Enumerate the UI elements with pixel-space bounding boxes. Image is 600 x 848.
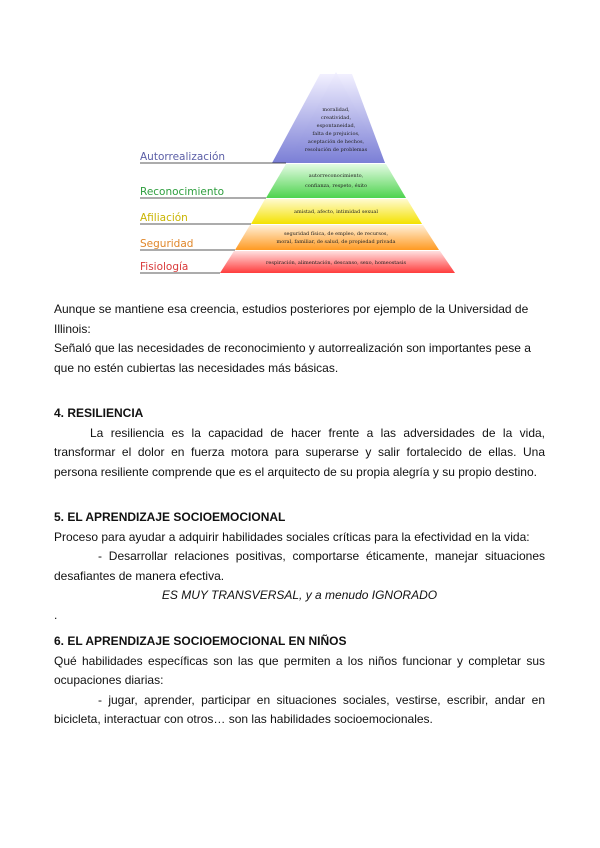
tier-text: confianza, respeto, éxito	[304, 183, 368, 189]
level-label-fisiologia: Fisiología	[140, 261, 189, 273]
section-title: 5. EL APRENDIZAJE SOCIOEMOCIONAL	[54, 510, 286, 524]
stray-dot: .	[54, 607, 58, 622]
section-paragraph: Proceso para ayudar a adquirir habilidades sociales críticas para la efectividad en la vida:	[54, 529, 530, 544]
section-body: La resiliencia es la capacidad de hacer frente a las adversidades de la vida, transformar el dolor en fuerza motora para superarse y salir fortalecido de ellas. Una persona resiliente comprende que es el arquitecto de su propia alegría y su propio destino.	[54, 425, 545, 479]
section-bullet: - Desarrollar relaciones positivas, comportarse éticamente, manejar situaciones desafiantes de manera efectiva.	[54, 549, 545, 583]
tier-text: aceptación de hechos,	[307, 139, 365, 145]
section-aprendizaje-socioemocional	[54, 508, 545, 625]
level-label-afiliacion: Afiliación	[140, 212, 188, 224]
section-aprendizaje-ninos	[54, 632, 545, 730]
tier-text: respiración, alimentación, descanso, sexo, homeostasis	[265, 260, 407, 266]
intro-paragraph-2: Señaló que las necesidades de reconocimiento y autorrealización son importantes pese a que no estén cubiertas las necesidades más básicas.	[54, 341, 531, 375]
tier-text: creatividad,	[320, 115, 352, 121]
tier-seguridad	[235, 225, 439, 250]
emphasis-line: ES MUY TRANSVERSAL, y a menudo IGNORADO	[161, 588, 438, 602]
intro-paragraph-1: Aunque se mantiene esa creencia, estudios posteriores por ejemplo de la Universidad de Illinois:	[54, 302, 529, 336]
pyramid-svg	[130, 70, 475, 275]
tier-reconocimiento	[266, 164, 406, 198]
tier-text: seguridad física, de empleo, de recursos,	[283, 231, 389, 237]
section-paragraph: Qué habilidades específicas son las que permiten a los niños funcionar y completar sus ocupaciones diarias:	[54, 653, 545, 687]
tier-text: falta de prejuicios,	[312, 131, 360, 137]
tier-text: espontaneidad,	[316, 123, 356, 129]
tier-text: moral, familiar, de salud, de propiedad privada	[276, 239, 396, 245]
level-label-seguridad: Seguridad	[140, 238, 194, 250]
maslow-pyramid-figure	[130, 70, 475, 275]
intro-section	[54, 300, 545, 378]
section-title: 4. RESILIENCIA	[54, 406, 144, 420]
section-title: 6. EL APRENDIZAJE SOCIOEMOCIONAL EN NIÑOS	[54, 634, 347, 648]
tier-text: moralidad,	[322, 107, 350, 113]
section-resiliencia	[54, 404, 545, 482]
tier-text: amistad, afecto, intimidad sexual	[294, 209, 378, 215]
level-label-autorrealizacion: Autorrealización	[140, 151, 226, 163]
level-label-reconocimiento: Reconocimiento	[140, 186, 225, 198]
tier-text: autorreconocimiento,	[308, 173, 364, 179]
section-bullet: - jugar, aprender, participar en situaciones sociales, vestirse, escribir, andar en bicicleta, interactuar con otros… son las habilidades socioemocionales.	[54, 692, 545, 726]
tier-text: resolución de problemas	[304, 147, 368, 153]
